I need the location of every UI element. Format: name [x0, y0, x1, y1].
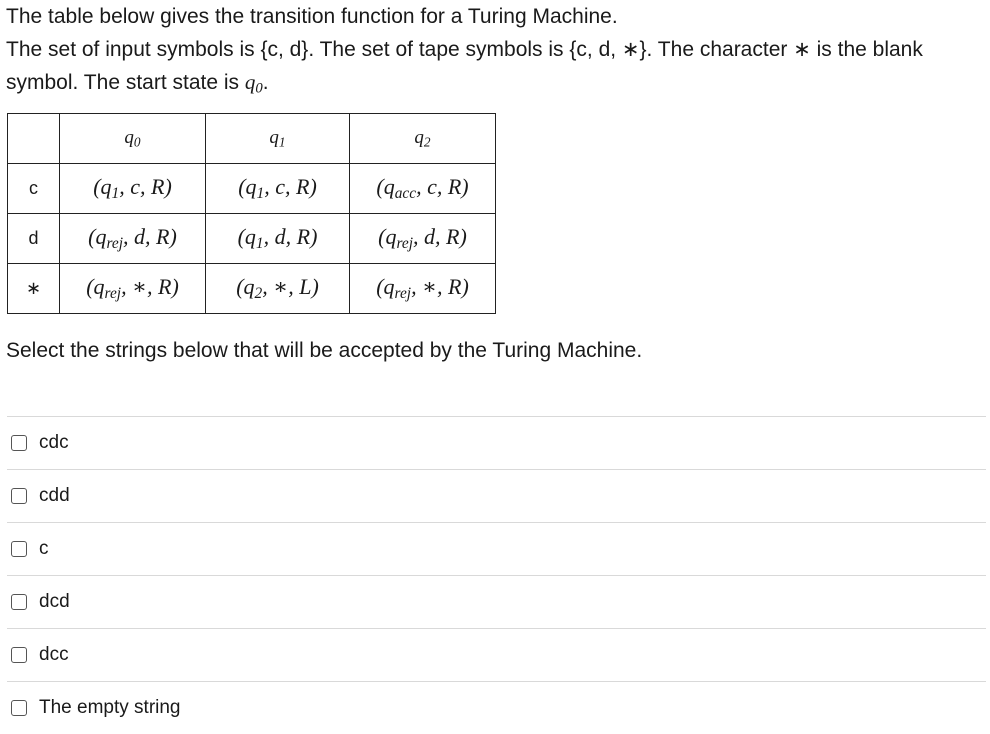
option-label: cdc — [39, 432, 69, 453]
transition-cell: ($q_1$, d, R) — [206, 214, 350, 264]
checkbox[interactable] — [11, 541, 27, 557]
option-dcd[interactable] — [7, 575, 986, 628]
transition-cell: ($q_1$, c, R) — [206, 164, 350, 214]
table-row — [8, 214, 496, 264]
problem-intro — [6, 0, 981, 106]
row-symbol: c — [8, 164, 60, 214]
option-cdc[interactable] — [7, 416, 986, 469]
option-dcc[interactable] — [7, 628, 986, 681]
option-c[interactable] — [7, 522, 986, 575]
checkbox[interactable] — [11, 700, 27, 716]
option-label: cdd — [39, 485, 70, 506]
transition-cell: ($q_1$, c, R) — [60, 164, 206, 214]
checkbox[interactable] — [11, 647, 27, 663]
transition-cell: ($q_2$, ∗, L) — [206, 264, 350, 314]
header-q2: $q_2$ — [350, 114, 496, 164]
checkbox[interactable] — [11, 488, 27, 504]
header-q1: $q_1$ — [206, 114, 350, 164]
option-empty-string[interactable] — [7, 681, 986, 734]
transition-cell: ($q_{rej}$, d, R) — [60, 214, 206, 264]
header-q0: $q_0$ — [60, 114, 206, 164]
table-header-row — [8, 114, 496, 164]
checkbox[interactable] — [11, 435, 27, 451]
intro-line-2-text: The set of input symbols is {c, d}. The set of tape symbols is {c, d, ∗}. The character ∗ is the blank symbol. The start state is — [6, 38, 923, 94]
transition-table — [7, 113, 496, 314]
row-symbol: d — [8, 214, 60, 264]
table-corner-cell — [8, 114, 60, 164]
option-label: dcd — [39, 591, 70, 612]
transition-cell: ($q_{acc}$, c, R) — [350, 164, 496, 214]
answer-options — [7, 416, 986, 734]
option-label: dcc — [39, 644, 69, 665]
question-prompt: Select the strings below that will be accepted by the Turing Machine. — [6, 339, 643, 362]
intro-line-2: The set of input symbols is {c, d}. The set of tape symbols is {c, d, ∗}. The character ∗ is the blank symbol. The start state is $q_0$. — [6, 38, 923, 97]
row-symbol: ∗ — [8, 264, 60, 314]
transition-cell: ($q_{rej}$, ∗, R) — [60, 264, 206, 314]
transition-cell: ($q_{rej}$, d, R) — [350, 214, 496, 264]
transition-cell: ($q_{rej}$, ∗, R) — [350, 264, 496, 314]
intro-line-1: The table below gives the transition function for a Turing Machine. — [6, 5, 618, 28]
option-label: The empty string — [39, 697, 181, 718]
option-cdd[interactable] — [7, 469, 986, 522]
option-label: c — [39, 538, 49, 559]
checkbox[interactable] — [11, 594, 27, 610]
table-row — [8, 164, 496, 214]
start-state: $q_0$ — [244, 70, 263, 97]
table-row — [8, 264, 496, 314]
